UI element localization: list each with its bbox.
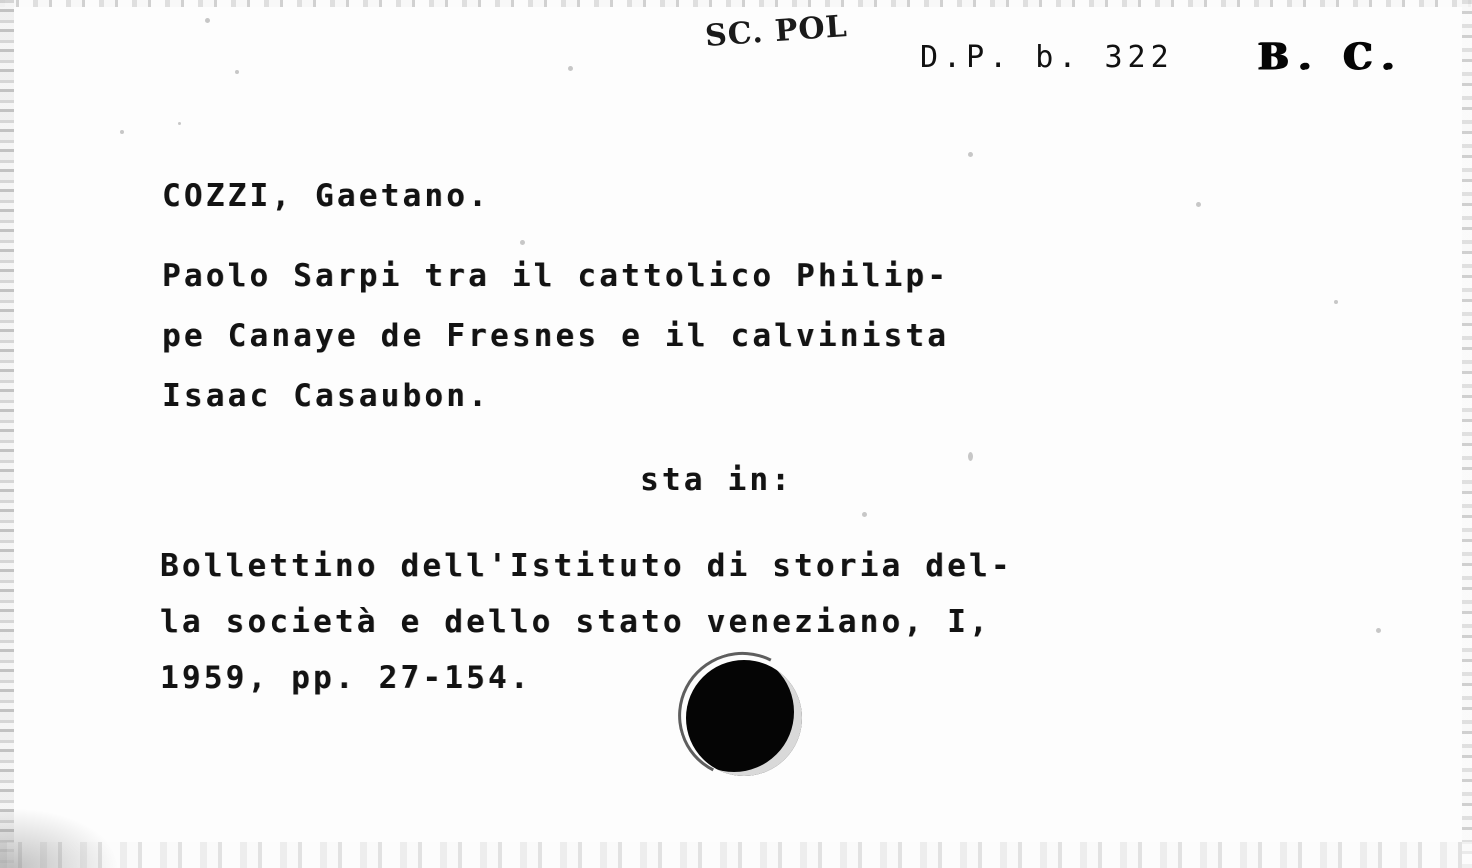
scan-edge-right	[1462, 0, 1472, 868]
scan-edge-bottom	[0, 842, 1472, 868]
scan-speck	[862, 512, 867, 517]
author-line: COZZI, Gaetano.	[162, 178, 490, 214]
scan-speck	[178, 122, 181, 125]
handwritten-shelfmark	[704, 9, 849, 54]
ink-blot-mark	[686, 660, 802, 776]
scan-speck	[568, 66, 573, 71]
scan-speck	[235, 70, 239, 74]
source-line-1: Bollettino dell'Istituto di storia del-	[160, 548, 1013, 584]
source-line-2: la società e dello stato veneziano, I,	[160, 604, 991, 640]
scan-speck	[968, 152, 973, 157]
scan-edge-left	[0, 0, 14, 868]
scan-speck	[968, 452, 973, 461]
source-line-3: 1959, pp. 27-154.	[160, 660, 532, 696]
scan-speck	[1376, 628, 1381, 633]
scan-edge-top	[0, 0, 1472, 7]
title-line-1: Paolo Sarpi tra il cattolico Philip-	[162, 258, 950, 294]
title-line-2: pe Canaye de Fresnes e il calvinista	[162, 318, 950, 354]
scan-speck	[1334, 300, 1338, 304]
library-stamp-letters: B. C.	[1258, 36, 1405, 78]
scan-speck	[205, 18, 210, 23]
call-number: D.P. b. 322	[920, 40, 1174, 75]
scan-speck	[1196, 202, 1201, 207]
scan-speck	[120, 130, 124, 134]
relation-label: sta in:	[640, 462, 794, 498]
scan-speck	[520, 240, 525, 245]
handwritten-shelfmark-text: SC. POL	[703, 9, 849, 54]
title-line-3: Isaac Casaubon.	[162, 378, 490, 414]
corner-smudge	[0, 808, 120, 868]
